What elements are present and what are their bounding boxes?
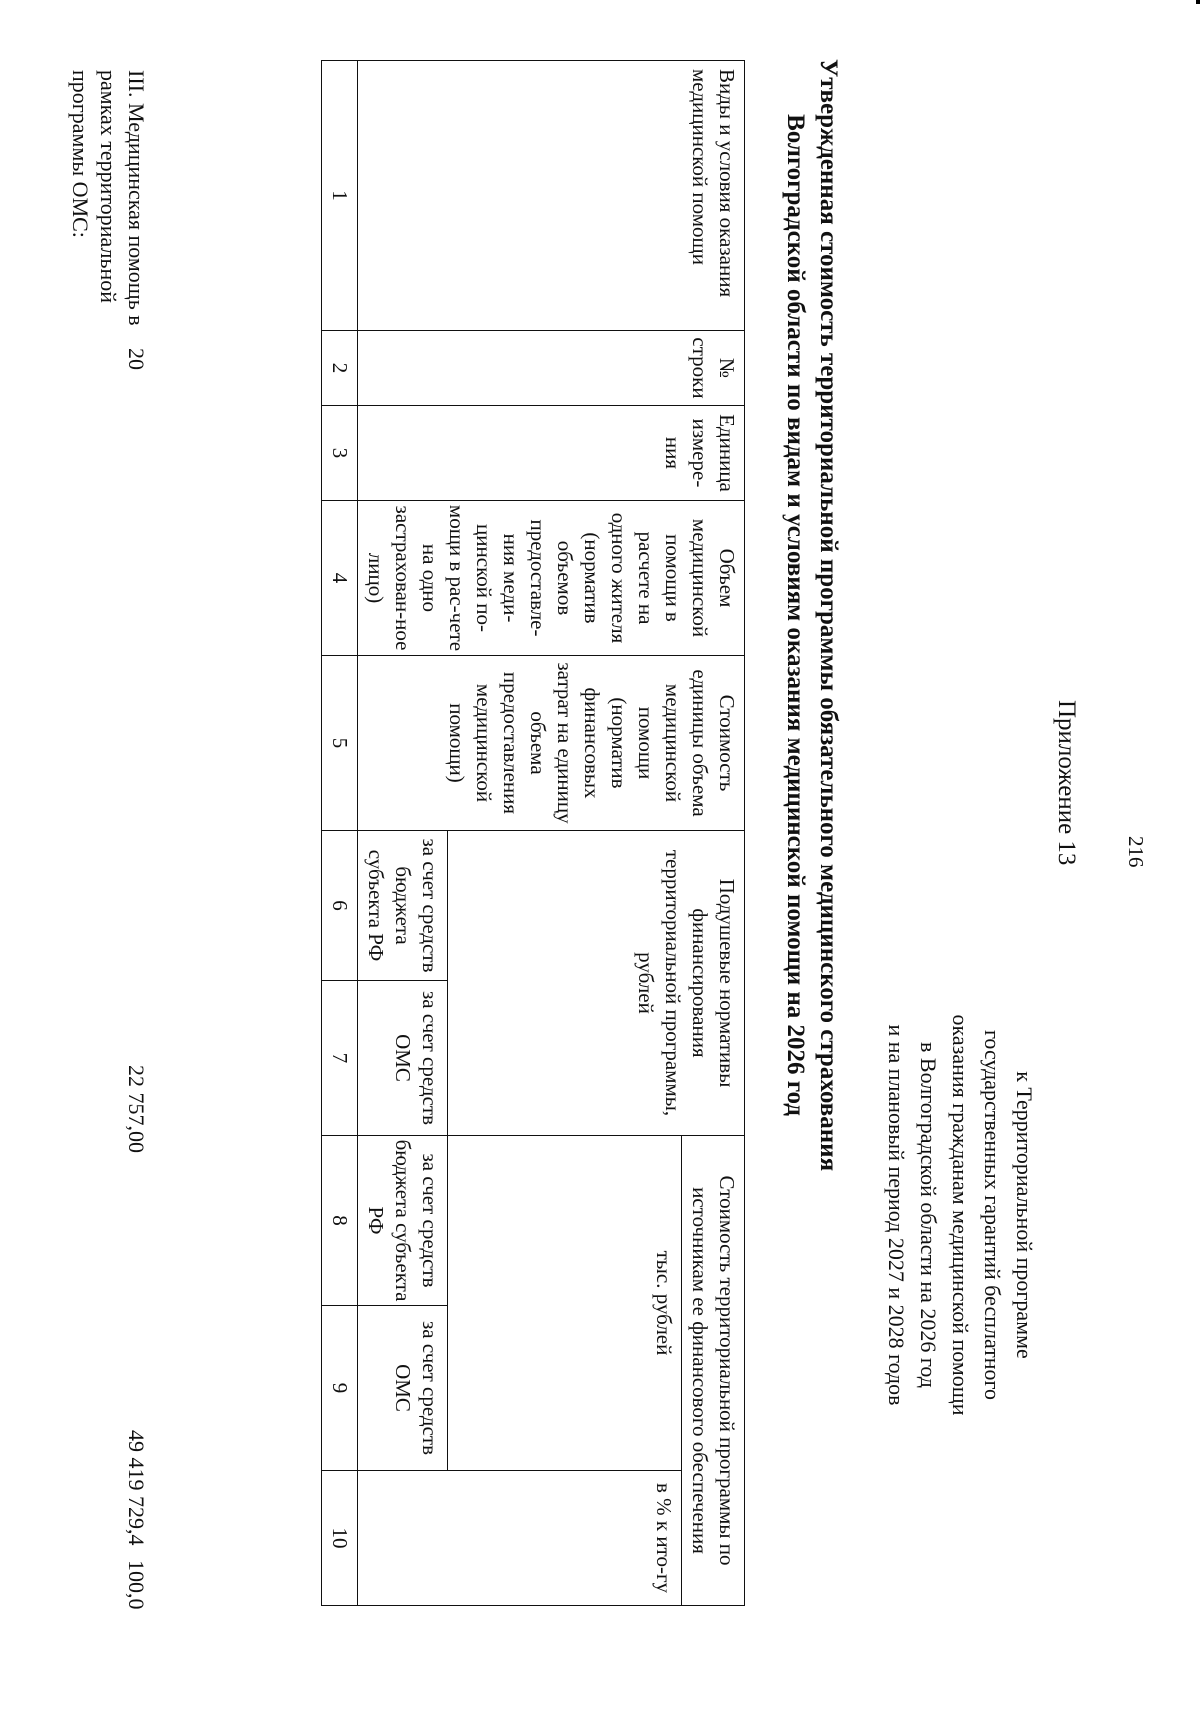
- column-number: 8: [322, 1136, 358, 1306]
- appendix-line: и на плановый период 2027 и 2028 годов: [884, 1024, 909, 1406]
- column-number: 9: [322, 1306, 358, 1471]
- column-number: 3: [322, 406, 358, 501]
- header-oms-per-capita: за счет средств ОМС: [358, 981, 448, 1136]
- header-thousand-rub: тыс. рублей: [448, 1136, 682, 1471]
- document-title: [779, 40, 845, 1190]
- header-line-number: № строки: [358, 331, 745, 406]
- table-header-row: [682, 61, 745, 1606]
- row-percent: 100,0: [124, 1560, 149, 1610]
- column-number: 1: [322, 61, 358, 331]
- header-budget-per-capita: за счет средств бюджета субъекта РФ: [358, 831, 448, 981]
- header-budget-cost: за счет средств бюджета субъекта РФ: [358, 1136, 448, 1306]
- appendix-line: оказания гражданам медицинской помощи: [948, 1014, 973, 1416]
- page-number: 216: [1124, 836, 1148, 868]
- header-unit: Единица измере-ния: [358, 406, 745, 501]
- appendix-subtitle: [880, 890, 1040, 1540]
- document-title-line: Волгоградской области по видам и условиям оказания медицинской помощи на 2026 год: [782, 114, 809, 1116]
- header-unit-cost: Стоимость единицы объема медицинской помощи (норматив финансовых затрат на единицу объема предоставления медицинской помощи): [358, 656, 745, 831]
- header-percent: в % к ито-гу: [358, 1471, 682, 1606]
- column-number: 10: [322, 1471, 358, 1606]
- appendix-line: к Территориальной программе: [1012, 1071, 1037, 1359]
- appendix-title: Приложение 13: [1053, 700, 1080, 866]
- header-kinds: Виды и условия оказания медицинской помощи: [358, 61, 745, 331]
- column-number: 6: [322, 831, 358, 981]
- column-number-row: [322, 61, 358, 1606]
- header-volume: Объем медицинской помощи в расчете на одного жителя (норматив объемов предоставле-ния меди-цинской по-мощи в рас-чете на одно застрахован-ное лицо): [358, 501, 745, 656]
- header-oms-cost: за счет средств ОМС: [358, 1306, 448, 1471]
- header-program-cost: Стоимость территориальной программы по источникам ее финансового обеспечения: [682, 1136, 745, 1606]
- row-cost-oms: 49 419 729,4: [124, 1430, 149, 1546]
- column-number: 2: [322, 331, 358, 406]
- column-number: 7: [322, 981, 358, 1136]
- scan-corner-mark: [1196, 0, 1200, 4]
- row-line-number: 20: [124, 348, 149, 370]
- row-label: III. Медицинская помощь в рамках территориальной программы ОМС:: [68, 70, 149, 326]
- column-number: 5: [322, 656, 358, 831]
- header-per-capita: Подушевые нормативы финансирования территориальной программы, рублей: [448, 831, 745, 1136]
- cost-table: [321, 60, 745, 1606]
- column-number: 4: [322, 501, 358, 656]
- row-per-capita-oms: 22 757,00: [124, 1065, 149, 1153]
- appendix-line: государственных гарантий бесплатного: [980, 1029, 1005, 1401]
- document-title-line: Утвержденная стоимость территориальной программы обязательного медицинского страхования: [815, 58, 842, 1172]
- appendix-line: в Волгоградской области на 2026 год: [916, 1042, 941, 1388]
